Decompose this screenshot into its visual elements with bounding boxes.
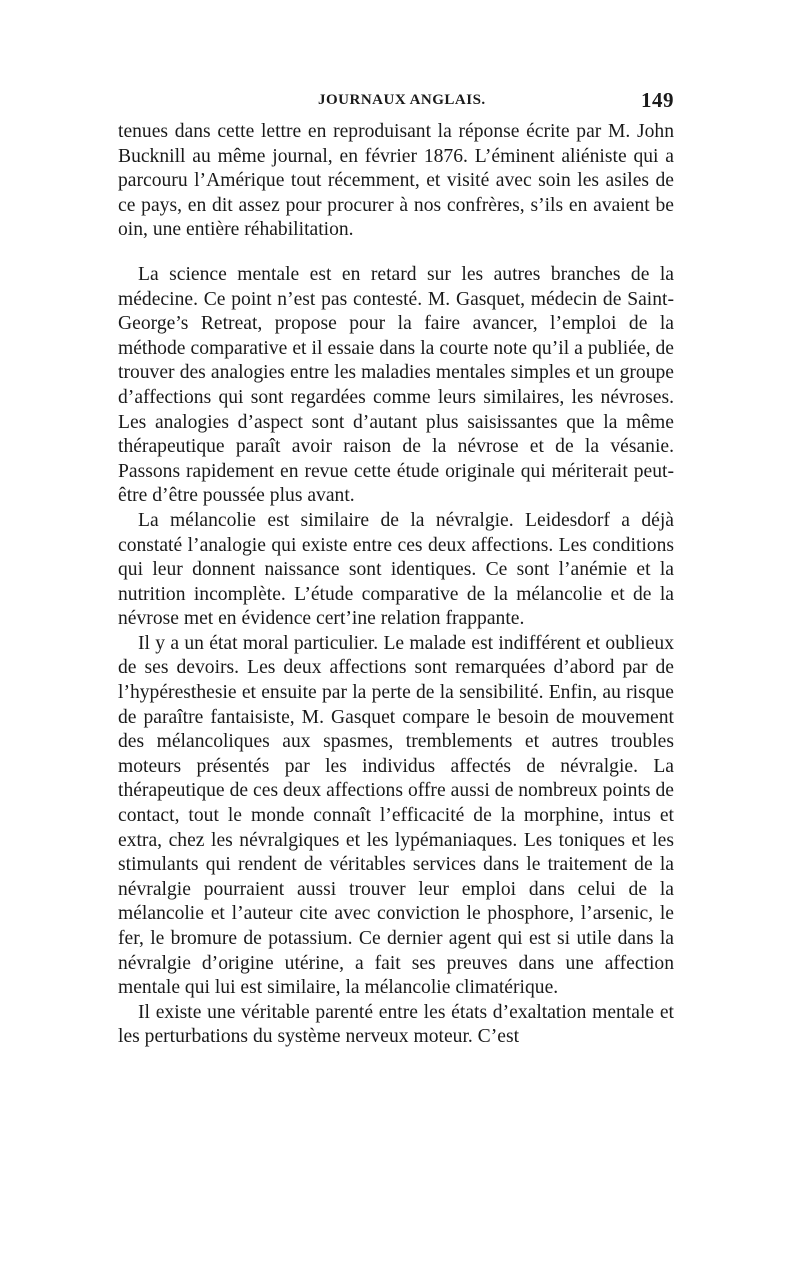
paragraph-melancolie: La mélancolie est similaire de la névralgie. Leidesdorf a déjà constaté l’analogie qui existe entre ces deux affections. Les conditions qui leur donnent naissance sont identiques. Ce sont l’anémie et la nutrition incomplète. L’étude comparative de la mélancolie et de la névrose met en évidence cert’ine relation frappante. [118, 509, 674, 630]
paragraph-exaltation: Il existe une véritable parenté entre les états d’exaltation mentale et les perturbations du système nerveux moteur. C’est [118, 1001, 674, 1048]
body-text [118, 120, 674, 1050]
book-page [118, 88, 674, 1050]
running-title: JOURNAUX ANGLAIS. [318, 92, 486, 108]
running-head [118, 88, 674, 120]
page-number: 149 [641, 88, 674, 112]
paragraph-etat-moral: Il y a un état moral particulier. Le malade est indifférent et oublieux de ses devoirs. Les deux affections sont remarquées d’abord par de l’hypéresthesie et ensuite par la perte de la sensibilité. Enfin, au risque de paraître fantaisiste, M. Gasquet compare le besoin de mouvement des mélancoliques aux spasmes, tremblements et autres troubles moteurs présentés par les individus affectés de névralgie. La thérapeutique de ces deux affections offre aussi de nombreux points de contact, tout le monde connaît l’efficacité de la morphine, intus et extra, chez les névralgiques et les lypémaniaques. Les toniques et les stimulants qui rendent de véritables services dans le traitement de la névralgie pourraient aussi trouver leur emploi dans celui de la mélancolie et l’auteur cite avec conviction le phosphore, l’arsenic, le fer, le bromure de potassium. Ce dernier agent qui est si utile dans la névralgie d’origine utérine, a fait ses preuves dans une affection mentale qui lui est similaire, la mélancolie climatérique. [118, 632, 674, 999]
paragraph-science-mentale: La science mentale est en retard sur les autres branches de la médecine. Ce point n’est pas contesté. M. Gasquet, médecin de Saint-George’s Retreat, propose pour la faire avancer, l’emploi de la méthode comparative et il essaie dans la courte note qu’il a publiée, de trouver des analogies entre les maladies mentales simples et un groupe d’affections qui sont regardées comme leurs similaires, les névroses. Les analogies d’aspect sont d’autant plus saisissantes que la même thérapeutique paraît avoir raison de la névrose et de la vésanie. Passons rapidement en revue cette étude originale qui mériterait peut-être d’être poussée plus avant. [118, 263, 674, 507]
paragraph-continuation: tenues dans cette lettre en reproduisant la réponse écrite par M. John Bucknill au même journal, en février 1876. L’éminent aliéniste qui a parcouru l’Amérique tout récemment, et visité avec soin les asiles de ce pays, en dit assez pour procurer à nos confrères, s’ils en avaient be oin, une entière réhabilitation. [118, 121, 674, 241]
